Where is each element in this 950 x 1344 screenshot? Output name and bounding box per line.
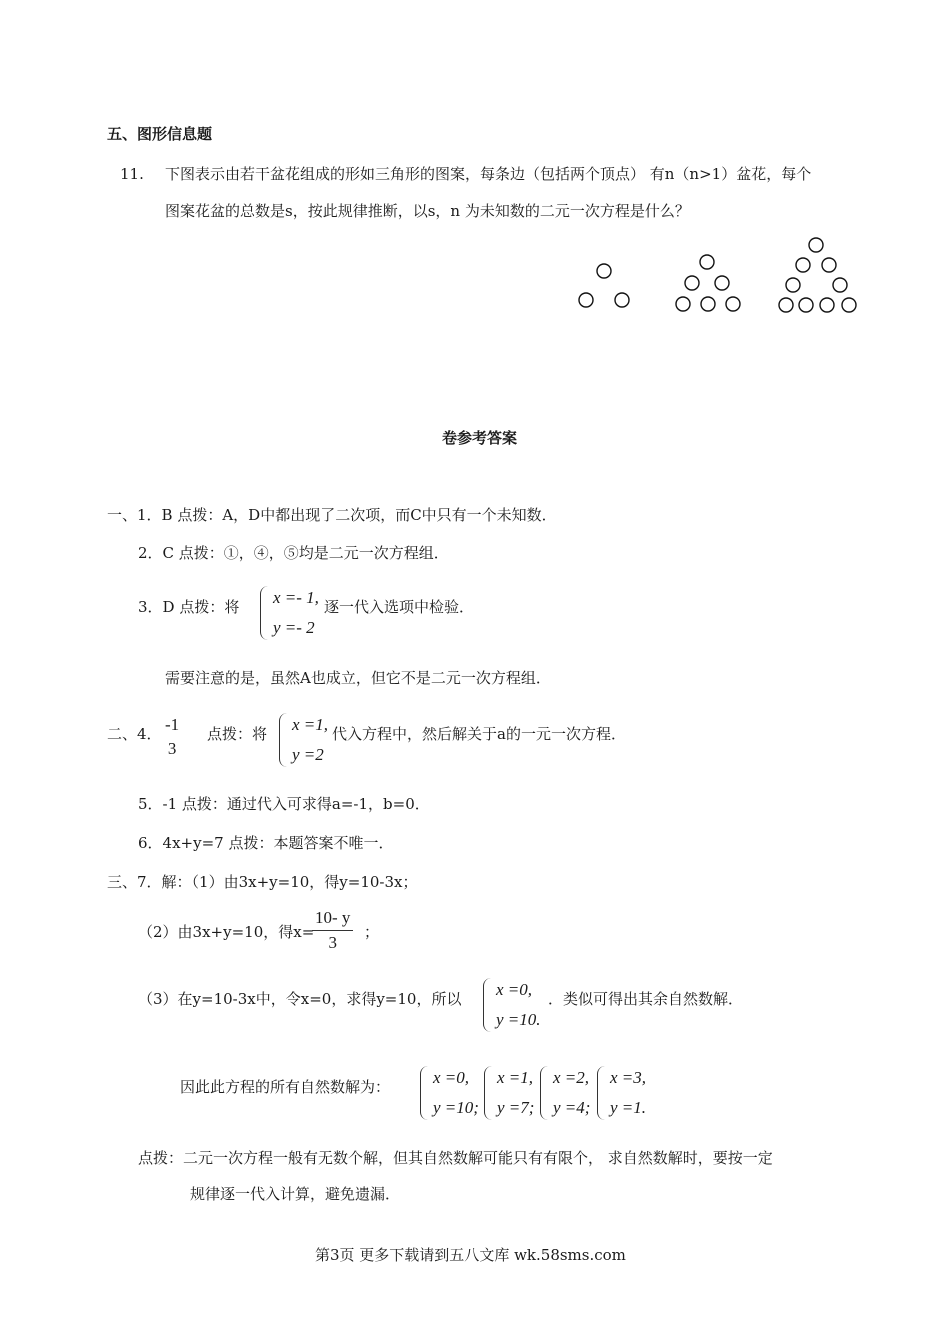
solution-system — [420, 1066, 479, 1120]
tip-line2: 规律逐一代入计算，避免遗漏． — [190, 1185, 401, 1203]
solution-system — [597, 1066, 646, 1120]
answer-3-suffix: 逐一代入选项中检验． — [324, 598, 475, 616]
brace-icon — [260, 586, 269, 640]
pot — [726, 297, 740, 311]
pot — [809, 238, 823, 252]
answers-title: 卷参考答案 — [442, 429, 518, 447]
system-row: y =1. — [610, 1098, 647, 1117]
answer-5: 5．-1 点拨：通过代入可求得a=-1，b=0． — [138, 795, 430, 813]
system-row: y =10; — [433, 1098, 479, 1117]
system-row: x =1, — [292, 715, 329, 734]
brace-icon — [483, 978, 492, 1032]
system-row: x =3, — [610, 1068, 647, 1087]
pot — [820, 298, 834, 312]
answer-7-line3-suffix: ．类似可得出其余自然数解． — [548, 990, 744, 1008]
fraction-numerator: -1 — [165, 715, 180, 734]
system-row: y =10. — [496, 1010, 541, 1029]
answer-7-all-prefix: 因此此方程的所有自然数解为： — [180, 1078, 391, 1096]
pot — [579, 293, 593, 307]
answer-4-prefix: 二、4． — [107, 725, 162, 743]
pot — [615, 293, 629, 307]
question-number: 11. — [120, 165, 144, 183]
pot — [676, 297, 690, 311]
fraction-denominator: 3 — [328, 933, 337, 952]
answer-7-line3-prefix: （3）在y=10-3x中，令x=0，求得y=10，所以 — [138, 990, 462, 1008]
system-row: x =- 1, — [273, 588, 319, 607]
answer-3-prefix: 3．D 点拨：将 — [138, 598, 240, 616]
answer-4-hint: 点拨：将 — [207, 725, 268, 743]
answer-4-suffix: 代入方程中，然后解关于a的一元一次方程． — [332, 725, 626, 743]
brace-icon — [540, 1066, 549, 1120]
system-row: x =1, — [497, 1068, 534, 1087]
equation-system — [483, 978, 541, 1032]
answer-1: 一、1．B 点拨：A，D中都出现了二次项，而C中只有一个未知数． — [107, 506, 557, 524]
system-row: y =2 — [292, 745, 324, 764]
brace-icon — [484, 1066, 493, 1120]
fraction-numerator: 10- y — [312, 906, 353, 931]
answer-7-line1: 三、7．解：（1）由3x+y=10，得y=10-3x； — [107, 873, 418, 891]
system-row: x =2, — [553, 1068, 590, 1087]
brace-icon — [420, 1066, 429, 1120]
equation-system — [260, 586, 319, 640]
pot — [842, 298, 856, 312]
question-text-line2: 图案花盆的总数是s，按此规律推断，以s，n 为未知数的二元一次方程是什么？ — [165, 202, 690, 220]
pot — [701, 297, 715, 311]
pot — [796, 258, 810, 272]
pot — [700, 255, 714, 269]
question-text-line1: 下图表示由若干盆花组成的形如三角形的图案，每条边（包括两个顶点） 有n（n>1）盆花，每个 — [165, 165, 812, 183]
answer-3-note: 需要注意的是，虽然A也成立，但它不是二元一次方程组． — [165, 669, 551, 687]
page-footer: 第3页 更多下载请到五八文库 wk.58sms.com — [315, 1246, 626, 1264]
fraction — [312, 906, 353, 955]
solution-system — [484, 1066, 534, 1120]
pot — [822, 258, 836, 272]
answer-7-line2-suffix: ； — [364, 923, 380, 941]
brace-icon — [597, 1066, 606, 1120]
pot — [786, 278, 800, 292]
pot — [715, 276, 729, 290]
fraction-denominator: 3 — [167, 739, 177, 758]
brace-icon — [279, 713, 288, 767]
equation-system — [279, 713, 328, 767]
system-row: y =- 2 — [273, 618, 315, 637]
pot — [833, 278, 847, 292]
answer-2: 2．C 点拨：①，④，⑤均是二元一次方程组． — [138, 544, 449, 562]
system-row: x =0, — [433, 1068, 470, 1087]
pot — [799, 298, 813, 312]
pot — [597, 264, 611, 278]
answer-6: 6．4x+y=7 点拨：本题答案不唯一． — [138, 834, 394, 852]
fraction — [162, 713, 182, 761]
section-heading: 五、图形信息题 — [107, 125, 213, 143]
answer-7-line2-prefix: （2）由3x+y=10，得x= — [138, 923, 315, 941]
pot — [779, 298, 793, 312]
system-row: y =7; — [497, 1098, 535, 1117]
solution-system — [540, 1066, 590, 1120]
pot — [685, 276, 699, 290]
system-row: y =4; — [553, 1098, 591, 1117]
tip-line1: 点拨：二元一次方程一般有无数个解，但其自然数解可能只有有限个， 求自然数解时，要按一定 — [138, 1149, 773, 1167]
system-row: x =0, — [496, 980, 533, 999]
